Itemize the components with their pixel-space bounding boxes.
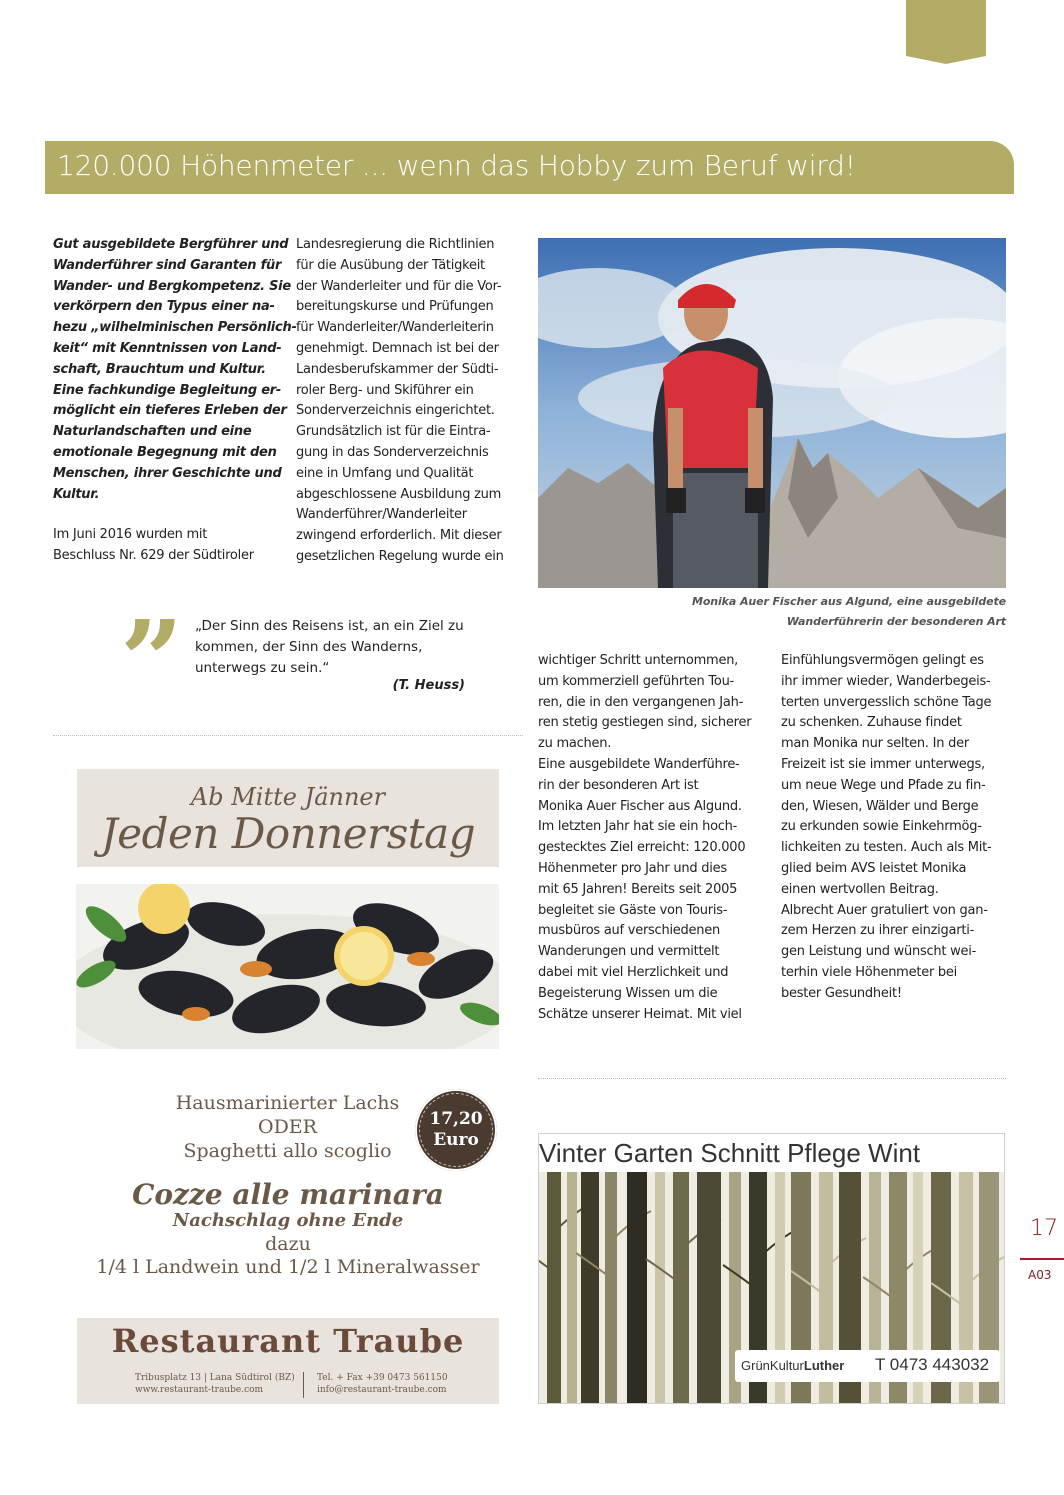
text-line: zu schenken. Zuhause findet — [781, 715, 962, 731]
text-line: Menschen, ihrer Geschichte und — [53, 465, 282, 481]
text-line: gen Leistung und wünscht wei- — [781, 944, 977, 960]
quote-text — [195, 616, 485, 679]
text-line: Wanderführerin der besonderen Art — [786, 615, 1006, 628]
birch-trunk — [547, 1172, 561, 1404]
text-line: gung in das Sonderverzeichnis — [296, 444, 489, 460]
article-column-1 — [53, 235, 297, 567]
divider — [538, 1078, 1006, 1079]
birch-trunk — [567, 1172, 577, 1404]
text-line: musbüros auf verschiedenen — [538, 923, 721, 939]
text-line: Albrecht Auer gratuliert von gan- — [781, 902, 988, 918]
text-line: Im letzten Jahr hat sie ein hoch- — [538, 819, 738, 835]
gruenkultur-ad — [538, 1133, 1005, 1404]
text-line: Wanderungen und vermittelt — [538, 944, 720, 960]
text-line: für die Ausübung der Tätigkeit — [296, 257, 485, 273]
body-paragraph — [53, 525, 278, 567]
text-line: Wanderführer sind Garanten für — [53, 257, 282, 273]
dish-with: dazu — [265, 1233, 311, 1255]
quote-mark-icon: ” — [120, 596, 184, 725]
text-line: unterwegs zu sein.“ — [195, 660, 330, 676]
birch-trunk — [673, 1172, 689, 1404]
page-corner-tab — [906, 0, 986, 64]
birch-trunk — [697, 1172, 721, 1404]
menu-options — [150, 1091, 425, 1163]
text-line: Naturlandschaften und eine — [53, 424, 252, 440]
page-code: A03 — [1028, 1268, 1052, 1282]
mussels-photo — [76, 884, 499, 1049]
text-line: begleitet sie Gäste von Touris- — [538, 902, 728, 918]
text-line: Kultur. — [53, 486, 100, 502]
quote-author: (T. Heuss) — [392, 678, 465, 693]
text-line: möglicht ein tieferes Erleben der — [53, 403, 287, 419]
text-line: rin der besonderen Art ist — [538, 777, 699, 793]
text-line: Monika Auer Fischer aus Algund. — [538, 798, 742, 814]
text-line: Einfühlungsvermögen gelingt es — [781, 653, 984, 668]
birch-trunk — [655, 1172, 665, 1404]
text-line: für Wanderleiter/Wanderleiterin — [296, 320, 494, 336]
text-line: Im Juni 2016 wurden mit — [53, 527, 208, 543]
restaurant-address: Tribusplatz 13 | Lana Südtirol (BZ) www.restaurant-traube.com — [135, 1373, 295, 1395]
text-line: Gut ausgebildete Bergführer und — [53, 237, 289, 252]
text-line: Freizeit ist sie immer unterwegs, — [781, 756, 985, 772]
dish-subtitle: Nachschlag ohne Ende — [172, 1210, 404, 1231]
restaurant-contact: Tel. + Fax +39 0473 561150 info@restaurant-traube.com — [317, 1373, 448, 1395]
text-line: zwingend erforderlich. Mit dieser — [296, 528, 502, 544]
text-line: um kommerziell geführten Tou- — [538, 673, 734, 689]
text-line: um neue Wege und Pfade zu fin- — [781, 777, 986, 793]
ad-banner-title: Jeden Donnerstag — [100, 809, 476, 858]
text-line: keit“ mit Kenntnissen von Land- — [53, 340, 282, 356]
page-number: 17 — [1030, 1216, 1058, 1241]
ad-banner — [77, 769, 499, 867]
text-line: ODER — [258, 1116, 317, 1138]
birch-trunk — [627, 1172, 647, 1404]
text-line: Wanderführer/Wanderleiter — [296, 507, 467, 523]
page-number-rule — [1020, 1258, 1064, 1260]
article-column-3 — [538, 651, 768, 1025]
text-line: emotionale Begegnung mit den — [53, 444, 277, 460]
footer-divider — [303, 1372, 304, 1398]
text-line: Monika Auer Fischer aus Algund, eine ausgebildete — [691, 595, 1006, 608]
text-line: Landesregierung die Richtlinien — [296, 237, 495, 252]
text-line: Eine fachkundige Begleitung er- — [53, 382, 282, 398]
price-amount: 17,20 — [429, 1109, 483, 1129]
text-line: Schätze unserer Heimat. Mit viel — [538, 1006, 742, 1022]
article-column-2 — [296, 235, 526, 568]
text-line: mit 65 Jahren! Bereits seit 2005 — [538, 881, 738, 897]
text-line: verkörpern den Typus einer na- — [53, 299, 275, 315]
dish-title: Cozze alle marinara — [132, 1178, 444, 1211]
text-line: kommen, der Sinn des Wanderns, — [195, 639, 423, 655]
text-line: Eine ausgebildete Wanderführe- — [538, 756, 740, 772]
restaurant-footer — [77, 1318, 499, 1404]
text-line: Grundsätzlich ist für die Eintra- — [296, 424, 491, 440]
article-column-4 — [781, 651, 1011, 1005]
text-line: „Der Sinn des Reisens ist, an ein Ziel zu — [195, 618, 464, 634]
monika-hiking-photo — [538, 238, 1006, 588]
text-line: gesetzlichen Regelung wurde ein — [296, 548, 504, 564]
text-line: Höhenmeter pro Jahr und dies — [538, 860, 727, 876]
text-line: Wander- und Bergkompetenz. Sie — [53, 278, 291, 294]
price-currency: Euro — [433, 1130, 479, 1150]
text-line: Spaghetti allo scoglio — [183, 1140, 392, 1162]
dish-drinks: 1/4 l Landwein und 1/2 l Mineralwasser — [96, 1256, 480, 1278]
text-line: man Monika nur selten. In der — [781, 736, 969, 752]
text-line: den, Wiesen, Wälder und Berge — [781, 798, 979, 814]
text-line: schaft, Brauchtum und Kultur. — [53, 361, 266, 377]
divider — [53, 735, 523, 736]
text-line: eine in Umfang und Qualität — [296, 465, 474, 481]
lead-paragraph — [53, 235, 297, 505]
birch-trunk — [605, 1172, 617, 1404]
text-line: Begeisterung Wissen um die — [538, 985, 718, 1001]
text-line: terten unvergesslich schöne Tage — [781, 694, 992, 710]
photo-caption — [538, 592, 1006, 632]
text-line: ren, die in den vergangenen Jah- — [538, 694, 744, 710]
text-line: hezu „wilhelminischen Persönlich- — [53, 320, 297, 336]
text-line: lichkeiten zu testen. Auch als Mit- — [781, 840, 992, 856]
text-line: der Wanderleiter und für die Vor- — [296, 278, 502, 294]
text-line: genehmigt. Demnach ist bei der — [296, 340, 499, 356]
gk-contact-box — [735, 1350, 1000, 1382]
gk-tagline: Vinter Garten Schnitt Pflege Wint — [539, 1138, 921, 1168]
text-line: Hausmarinierter Lachs — [175, 1092, 400, 1114]
text-line: zu erkunden sowie Einkehrmög- — [781, 819, 982, 835]
text-line: gestecktes Ziel erreicht: 120.000 — [538, 840, 746, 856]
gk-phone: T 0473 443032 — [875, 1355, 990, 1374]
gk-brand: GrünKulturLuther — [741, 1358, 845, 1373]
text-line: ren stetig gestiegen sind, sicherer — [538, 715, 752, 731]
restaurant-logo: Restaurant Traube — [111, 1322, 465, 1360]
text-line: Sonderverzeichnis eingerichtet. — [296, 403, 495, 419]
text-line: Beschluss Nr. 629 der Südtiroler — [53, 548, 254, 564]
price-badge — [415, 1089, 497, 1171]
article-header-band — [45, 141, 1014, 194]
ad-banner-subtitle: Ab Mitte Jänner — [190, 783, 386, 811]
text-line: zu machen. — [538, 736, 612, 752]
text-line: zem Herzen zu ihrer einzigarti- — [781, 923, 975, 939]
text-line: abgeschlossene Ausbildung zum — [296, 486, 502, 502]
text-line: Landesberufskammer der Südti- — [296, 361, 499, 377]
article-title: 120.000 Höhenmeter ... wenn das Hobby zum Beruf wird! — [57, 149, 856, 182]
text-line: einen wertvollen Beitrag. — [781, 881, 939, 897]
text-line: ihr immer wieder, Wanderbegeis- — [781, 673, 991, 689]
text-line: bereitungskurse und Prüfungen — [296, 299, 494, 315]
text-line: dabei mit viel Herzlichkeit und — [538, 964, 729, 980]
text-line: bester Gesundheit! — [781, 985, 902, 1001]
birch-trunk — [581, 1172, 599, 1404]
text-line: terhin viele Höhenmeter bei — [781, 964, 958, 980]
text-line: wichtiger Schritt unternommen, — [538, 653, 739, 668]
text-line: roler Berg- und Skiführer ein — [296, 382, 474, 398]
text-line: glied beim AVS leistet Monika — [781, 860, 967, 876]
